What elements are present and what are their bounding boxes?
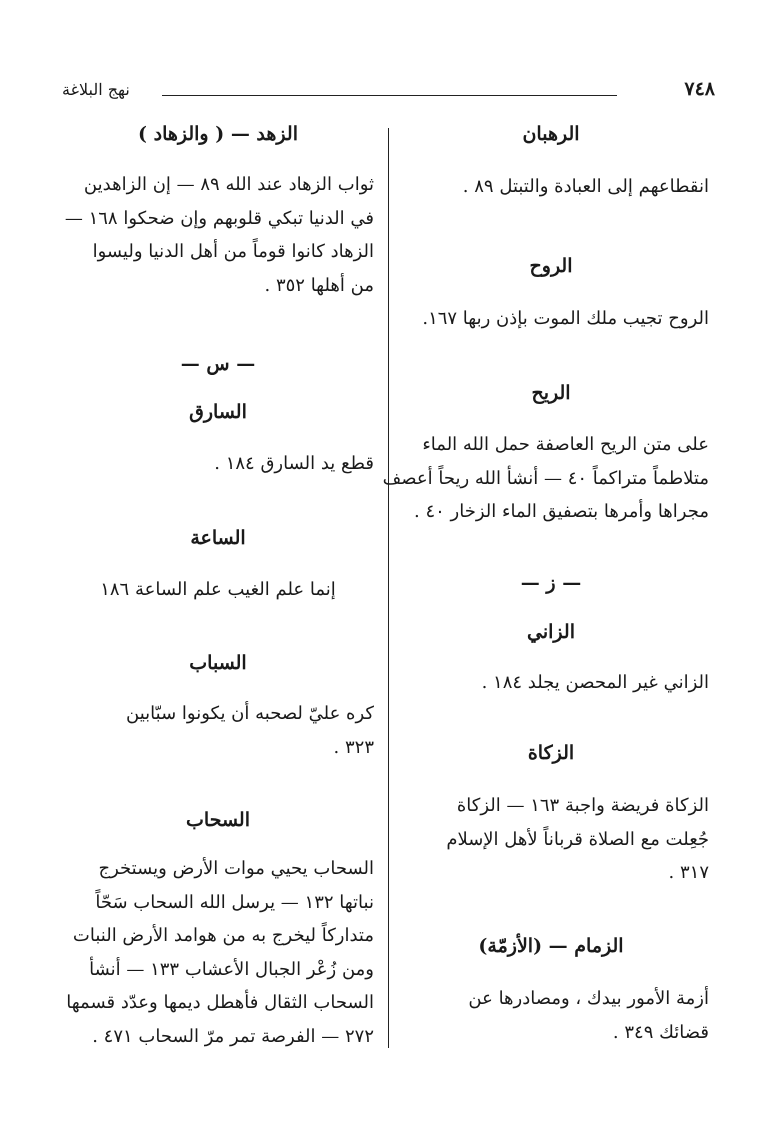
entry-line: من أهلها ٣٥٢ . (264, 274, 374, 296)
entry-line: ٣٢٣ . (333, 736, 374, 758)
entry-zuhd (62, 168, 374, 302)
entry-line: انقطاعهم إلى العبادة والتبتل ٨٩ . (462, 176, 709, 197)
entry-line: إنما علم الغيب علم الساعة ١٨٦ (100, 579, 336, 600)
entry-line: قطع يد السارق ١٨٤ . (214, 453, 374, 474)
entry-line: نباتها ١٣٢ — يرسل الله السحاب سَحّاً (95, 891, 374, 913)
entry-sibab (62, 697, 374, 764)
entry-sariq (62, 447, 374, 481)
heading-sariq: السارق (189, 401, 247, 423)
entry-line: ثواب الزهاد عند الله ٨٩ — إن الزاهدين (83, 174, 374, 195)
entry-line: مجراها وأمرها بتصفيق الماء الزخار ٤٠ . (414, 501, 709, 522)
entry-sahab (62, 852, 374, 1053)
entry-line: جُعِلت مع الصلاة قرباناً لأهل الإسلام (446, 828, 709, 850)
entry-line: الروح تجيب ملك الموت بإذن ربها ١٦٧. (422, 308, 709, 329)
entry-zakat (393, 789, 709, 890)
entry-zani (393, 666, 709, 700)
heading-ruh: الروح (529, 255, 573, 277)
section-letter-sin: — س — (180, 353, 256, 375)
header-rule (162, 95, 617, 96)
entry-line: الزكاة فريضة واجبة ١٦٣ — الزكاة (456, 795, 709, 816)
entry-line: في الدنيا تبكي قلوبهم وإن ضحكوا ١٦٨ — (64, 207, 374, 229)
entry-saa (62, 573, 374, 607)
column-divider (388, 128, 389, 1048)
heading-ruhban: الرهبان (522, 123, 580, 145)
entry-ruh (393, 302, 709, 336)
entry-ruhban (393, 170, 709, 204)
entry-rih (382, 428, 709, 529)
heading-sahab: السحاب (186, 809, 250, 831)
entry-line: على متن الريح العاصفة حمل الله الماء (422, 434, 709, 455)
heading-zakat: الزكاة (527, 742, 575, 764)
entry-line: قضائك ٣٤٩ . (612, 1021, 709, 1043)
entry-line: أزمة الأمور بيدك ، ومصادرها عن (468, 988, 709, 1009)
entry-line: السحاب الثقال فأهطل ديمها وعدّد قسمها (66, 992, 374, 1013)
entry-line: ومن زُعْر الجبال الأعشاب ١٣٣ — أنشأ (89, 958, 374, 980)
heading-zuhd: الزهد — ( والزهاد ) (138, 123, 298, 145)
entry-zimam (393, 982, 709, 1049)
heading-rih: الريح (531, 382, 571, 404)
entry-line: السحاب يحيي موات الأرض ويستخرج (98, 858, 374, 879)
entry-line: متلاطماً متراكماً ٤٠ — أنشأ الله ريحاً أعصف (382, 467, 709, 489)
entry-line: ٣١٧ . (668, 862, 709, 883)
entry-line: الزهاد كانوا قوماً من أهل الدنيا وليسوا (92, 241, 374, 262)
entry-line: الزاني غير المحصن يجلد ١٨٤ . (481, 672, 709, 693)
entry-line: كره عليّ لصحبه أن يكونوا سبّابين (126, 703, 374, 724)
heading-sibab: السباب (189, 652, 247, 674)
book-title: نهج البلاغة (62, 80, 130, 99)
entry-line: ٢٧٢ — الفرصة تمر مرّ السحاب ٤٧١ . (92, 1025, 374, 1047)
heading-zani: الزاني (527, 621, 575, 643)
heading-saa: الساعة (190, 527, 246, 549)
entry-line: متداركاً ليخرج به من هوامد الأرض النبات (72, 925, 374, 946)
section-letter-zay: — ز — (520, 572, 582, 594)
page-number: ٧٤٨ (684, 78, 715, 100)
heading-zimam: الزمام — (الأزمّة) (478, 935, 624, 957)
